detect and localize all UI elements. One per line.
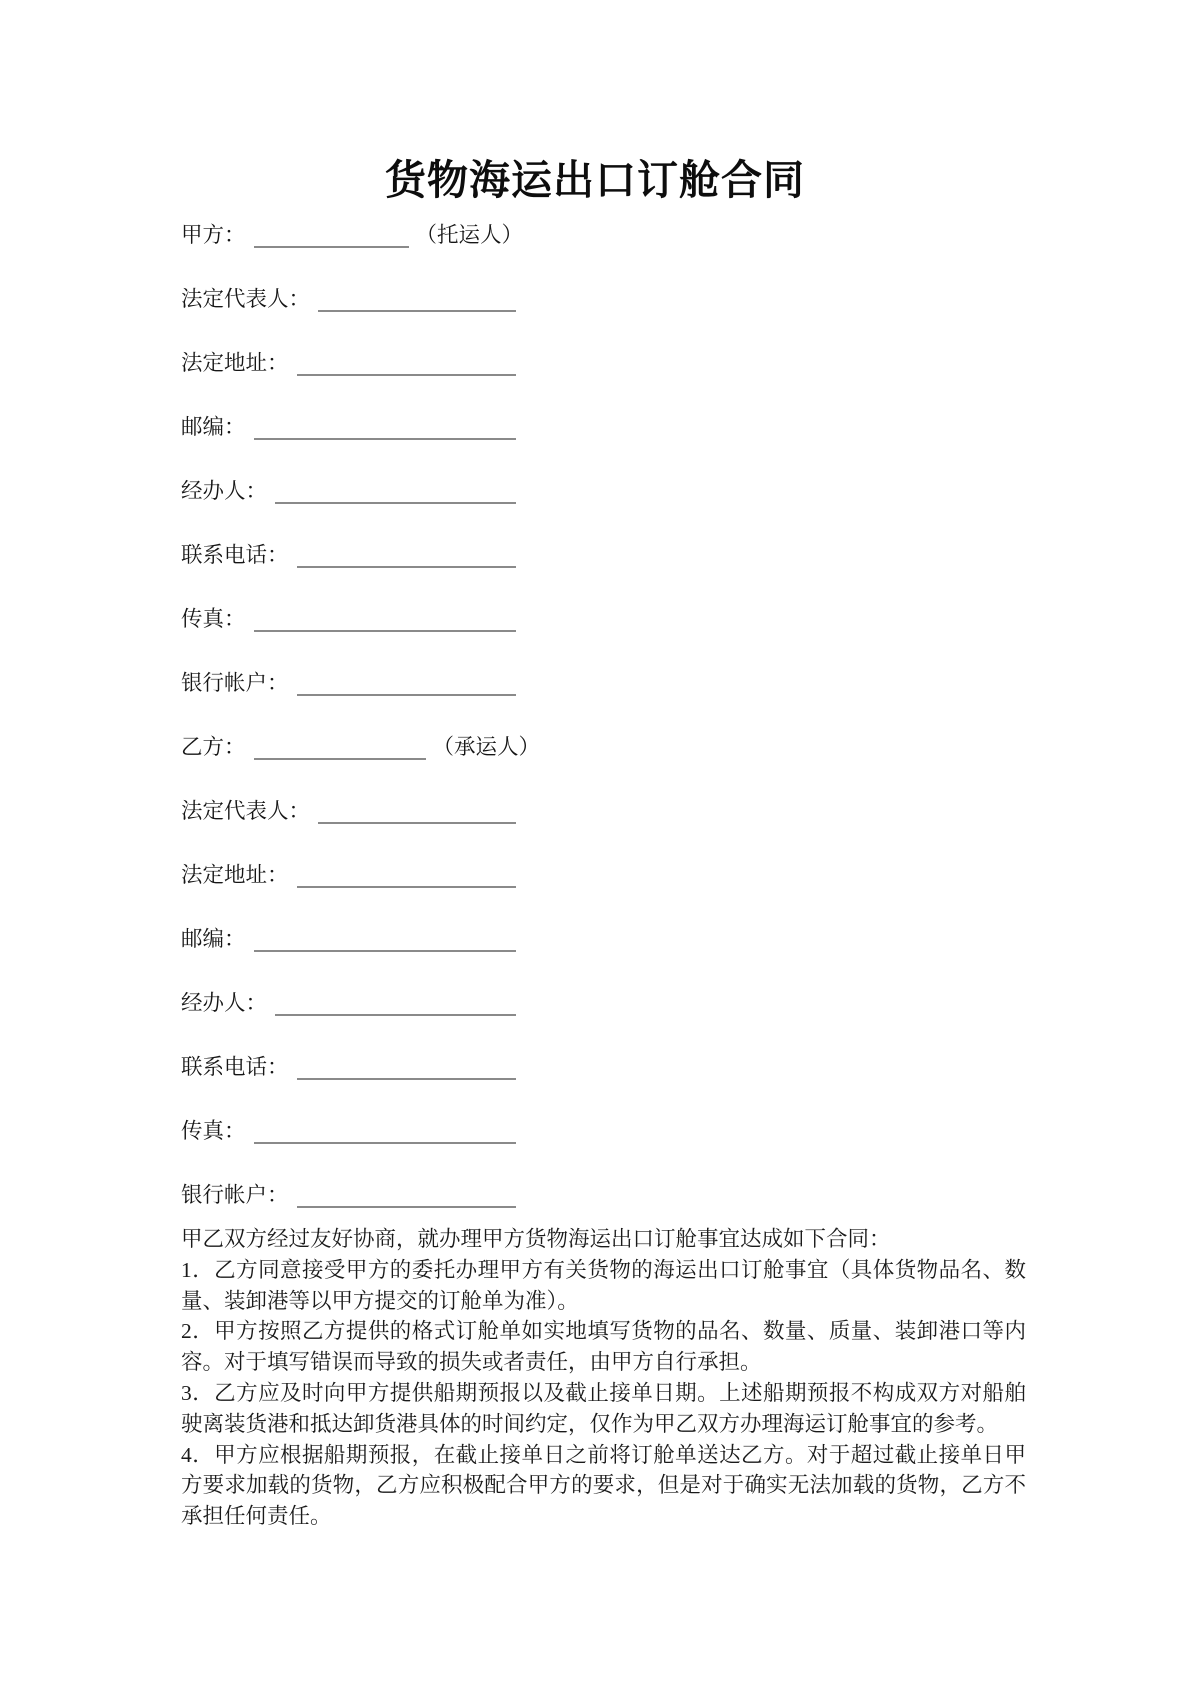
field-blank-line[interactable] — [297, 350, 516, 376]
intro-paragraph: 甲乙双方经过友好协商，就办理甲方货物海运出口订舱事宜达成如下合同： — [181, 1227, 891, 1251]
field-label: 经办人： — [181, 991, 268, 1015]
field-blank-line[interactable] — [254, 606, 516, 632]
field-blank-line[interactable] — [297, 1054, 516, 1080]
field-blank-line[interactable] — [254, 734, 426, 760]
field-label: 银行帐户： — [181, 671, 289, 695]
field-label: 银行帐户： — [181, 1183, 289, 1207]
contract-clause: 4．甲方应根据船期预报，在截止接单日之前将订舱单送达乙方。对于超过截止接单日甲方要求加载的货物，乙方应积极配合甲方的要求，但是对于确实无法加载的货物，乙方不承担任何责任。 — [181, 1442, 1026, 1529]
field-label: 经办人： — [181, 479, 268, 503]
form-field-row — [181, 670, 516, 696]
form-field-row — [181, 862, 516, 888]
form-field-row — [181, 350, 516, 376]
field-label: 联系电话： — [181, 1055, 289, 1079]
form-field-row — [181, 798, 516, 824]
contract-body — [181, 1224, 1026, 1532]
field-blank-line[interactable] — [297, 670, 516, 696]
field-blank-line[interactable] — [254, 1118, 516, 1144]
field-suffix: （承运人） — [432, 735, 541, 759]
field-label: 传真： — [181, 1119, 246, 1143]
field-label: 乙方： — [181, 735, 246, 759]
form-field-row — [181, 222, 1190, 248]
field-blank-line[interactable] — [318, 286, 516, 312]
party-fields-section — [181, 222, 1190, 1208]
field-suffix: （托运人） — [415, 223, 524, 247]
form-field-row — [181, 1054, 516, 1080]
field-blank-line[interactable] — [254, 222, 409, 248]
contract-clause: 2．甲方按照乙方提供的格式订舱单如实地填写货物的品名、数量、质量、装卸港口等内容。对于填写错误而导致的损失或者责任，由甲方自行承担。 — [181, 1319, 1026, 1375]
field-label: 法定地址： — [181, 351, 289, 375]
form-field-row — [181, 606, 516, 632]
form-field-row — [181, 734, 1190, 760]
field-label: 传真： — [181, 607, 246, 631]
field-label: 甲方： — [181, 223, 246, 247]
form-field-row — [181, 990, 516, 1016]
field-label: 邮编： — [181, 415, 246, 439]
document-title: 货物海运出口订舱合同 — [385, 157, 805, 203]
form-field-row — [181, 414, 516, 440]
contract-clause: 1．乙方同意接受甲方的委托办理甲方有关货物的海运出口订舱事宜（具体货物品名、数量、装卸港等以甲方提交的订舱单为准）。 — [181, 1257, 1026, 1313]
field-label: 法定代表人： — [181, 799, 311, 823]
field-blank-line[interactable] — [297, 1182, 516, 1208]
field-blank-line[interactable] — [254, 414, 516, 440]
form-field-row — [181, 926, 516, 952]
form-field-row — [181, 542, 516, 568]
form-field-row — [181, 1182, 516, 1208]
form-field-row — [181, 478, 516, 504]
form-field-row — [181, 286, 516, 312]
contract-clause: 3．乙方应及时向甲方提供船期预报以及截止接单日期。上述船期预报不构成双方对船舶驶离装货港和抵达卸货港具体的时间约定，仅作为甲乙双方办理海运订舱事宜的参考。 — [181, 1380, 1026, 1436]
field-blank-line[interactable] — [275, 478, 516, 504]
form-field-row — [181, 1118, 516, 1144]
field-blank-line[interactable] — [275, 990, 516, 1016]
field-label: 法定代表人： — [181, 287, 311, 311]
field-blank-line[interactable] — [254, 926, 516, 952]
field-label: 法定地址： — [181, 863, 289, 887]
field-blank-line[interactable] — [297, 862, 516, 888]
field-blank-line[interactable] — [318, 798, 516, 824]
field-label: 邮编： — [181, 927, 246, 951]
clause-list — [181, 1255, 1026, 1532]
field-label: 联系电话： — [181, 543, 289, 567]
field-blank-line[interactable] — [297, 542, 516, 568]
